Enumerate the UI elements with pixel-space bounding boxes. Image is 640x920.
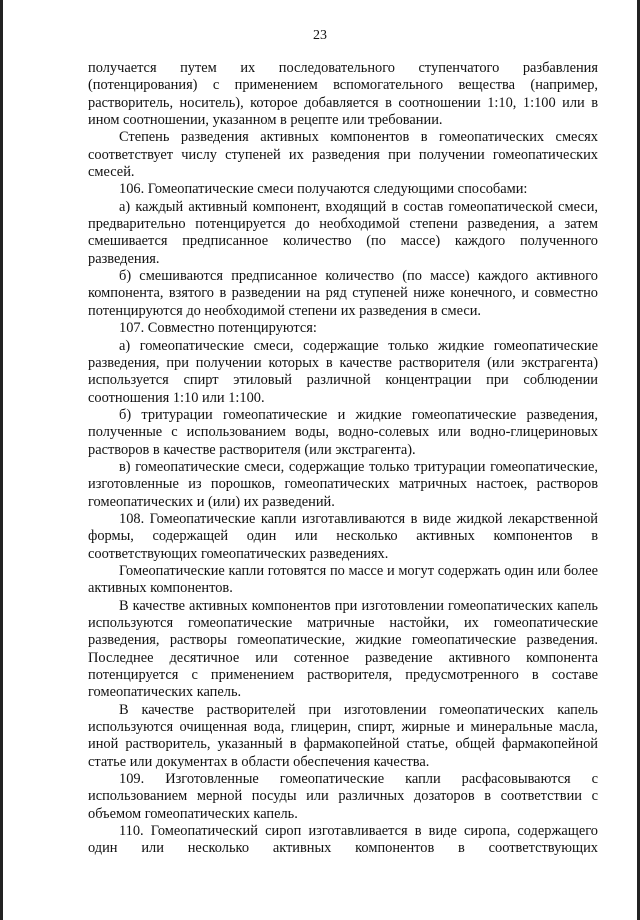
paragraph: В качестве растворителей при изготовлении гомеопатических капель используются очищенная вода, глицерин, спирт, жирные и минеральные масла, иной растворитель, указанный в фармакопейной статье, общей фармакопейной статье или документах в области обеспечения качества. [88,701,598,770]
clause-110: 110. Гомеопатический сироп изготавливается в виде сиропа, содержащего один или несколько активных компонентов в соответствующих [88,823,598,857]
clause-106-a: а) каждый активный компонент, входящий в состав гомеопатической смеси, предварительно потенцируется до необходимой степени разведения, а затем смешивается предписанное количество (по массе) каждого полученного разведения. [88,198,598,267]
paragraph: Степень разведения активных компонентов в гомеопатических смесях соответствует числу ступеней их разведения при получении гомеопатических смесей. [88,129,598,181]
document-body [88,60,598,858]
clause-106: 106. Гомеопатические смеси получаются следующими способами: [119,181,528,198]
clause-107-b: б) тритурации гомеопатические и жидкие гомеопатические разведения, полученные с использованием воды, водно-солевых или водно-глицериновых растворов в качестве растворителя (или экстрагента). [88,406,598,458]
paragraph: Гомеопатические капли готовятся по массе и могут содержать один или более активных компонентов. [88,562,598,597]
clause-109: 109. Изготовленные гомеопатические капли расфасовываются с использованием мерной посуды или различных дозаторов в соответствии с объемом гомеопатических капель. [88,771,598,822]
paragraph: В качестве активных компонентов при изготовлении гомеопатических капель используются гомеопатические матричные настойки, их гомеопатические разведения, растворы гомеопатические, жидкие гомеопатические разведения. Последнее десятичное или сотенное разведение активного компонента потенцируется с применением растворителя, предусмотренного в составе гомеопатических капель. [88,597,598,701]
clause-106-b: б) смешиваются предписанное количество (по массе) каждого активного компонента, взятого в разведении на ряд ступеней ниже конечного, и совместно потенцируются до необходимой степени их разведения в смеси. [88,268,598,319]
paragraph-continuation: получается путем их последовательного ступенчатого разбавления (потенцирования) с применением вспомогательного вещества (например, растворитель, носитель), которое добавляется в соотношении 1:10, 1:100 или в ином соотношении, указанном в рецепте или требовании. [88,60,598,129]
clause-108: 108. Гомеопатические капли изготавливаются в виде жидкой лекарственной формы, содержащей один или несколько активных компонентов в соответствующих гомеопатических разведениях. [88,510,598,562]
clause-107-a: а) гомеопатические смеси, содержащие только жидкие гомеопатические разведения, при получении которых в качестве растворителя (или экстрагента) используется спирт этиловый различной концентрации при соблюдении соотношения 1:10 или 1:100. [88,337,598,406]
clause-107: 107. Совместно потенцируются: [119,320,317,337]
scan-border-left [0,0,3,920]
clause-107-v: в) гомеопатические смеси, содержащие только тритурации гомеопатические, изготовленные из порошков, гомеопатических матричных настоек, растворов гомеопатических и (или) их разведений. [88,458,598,510]
page-number: 23 [313,28,327,43]
